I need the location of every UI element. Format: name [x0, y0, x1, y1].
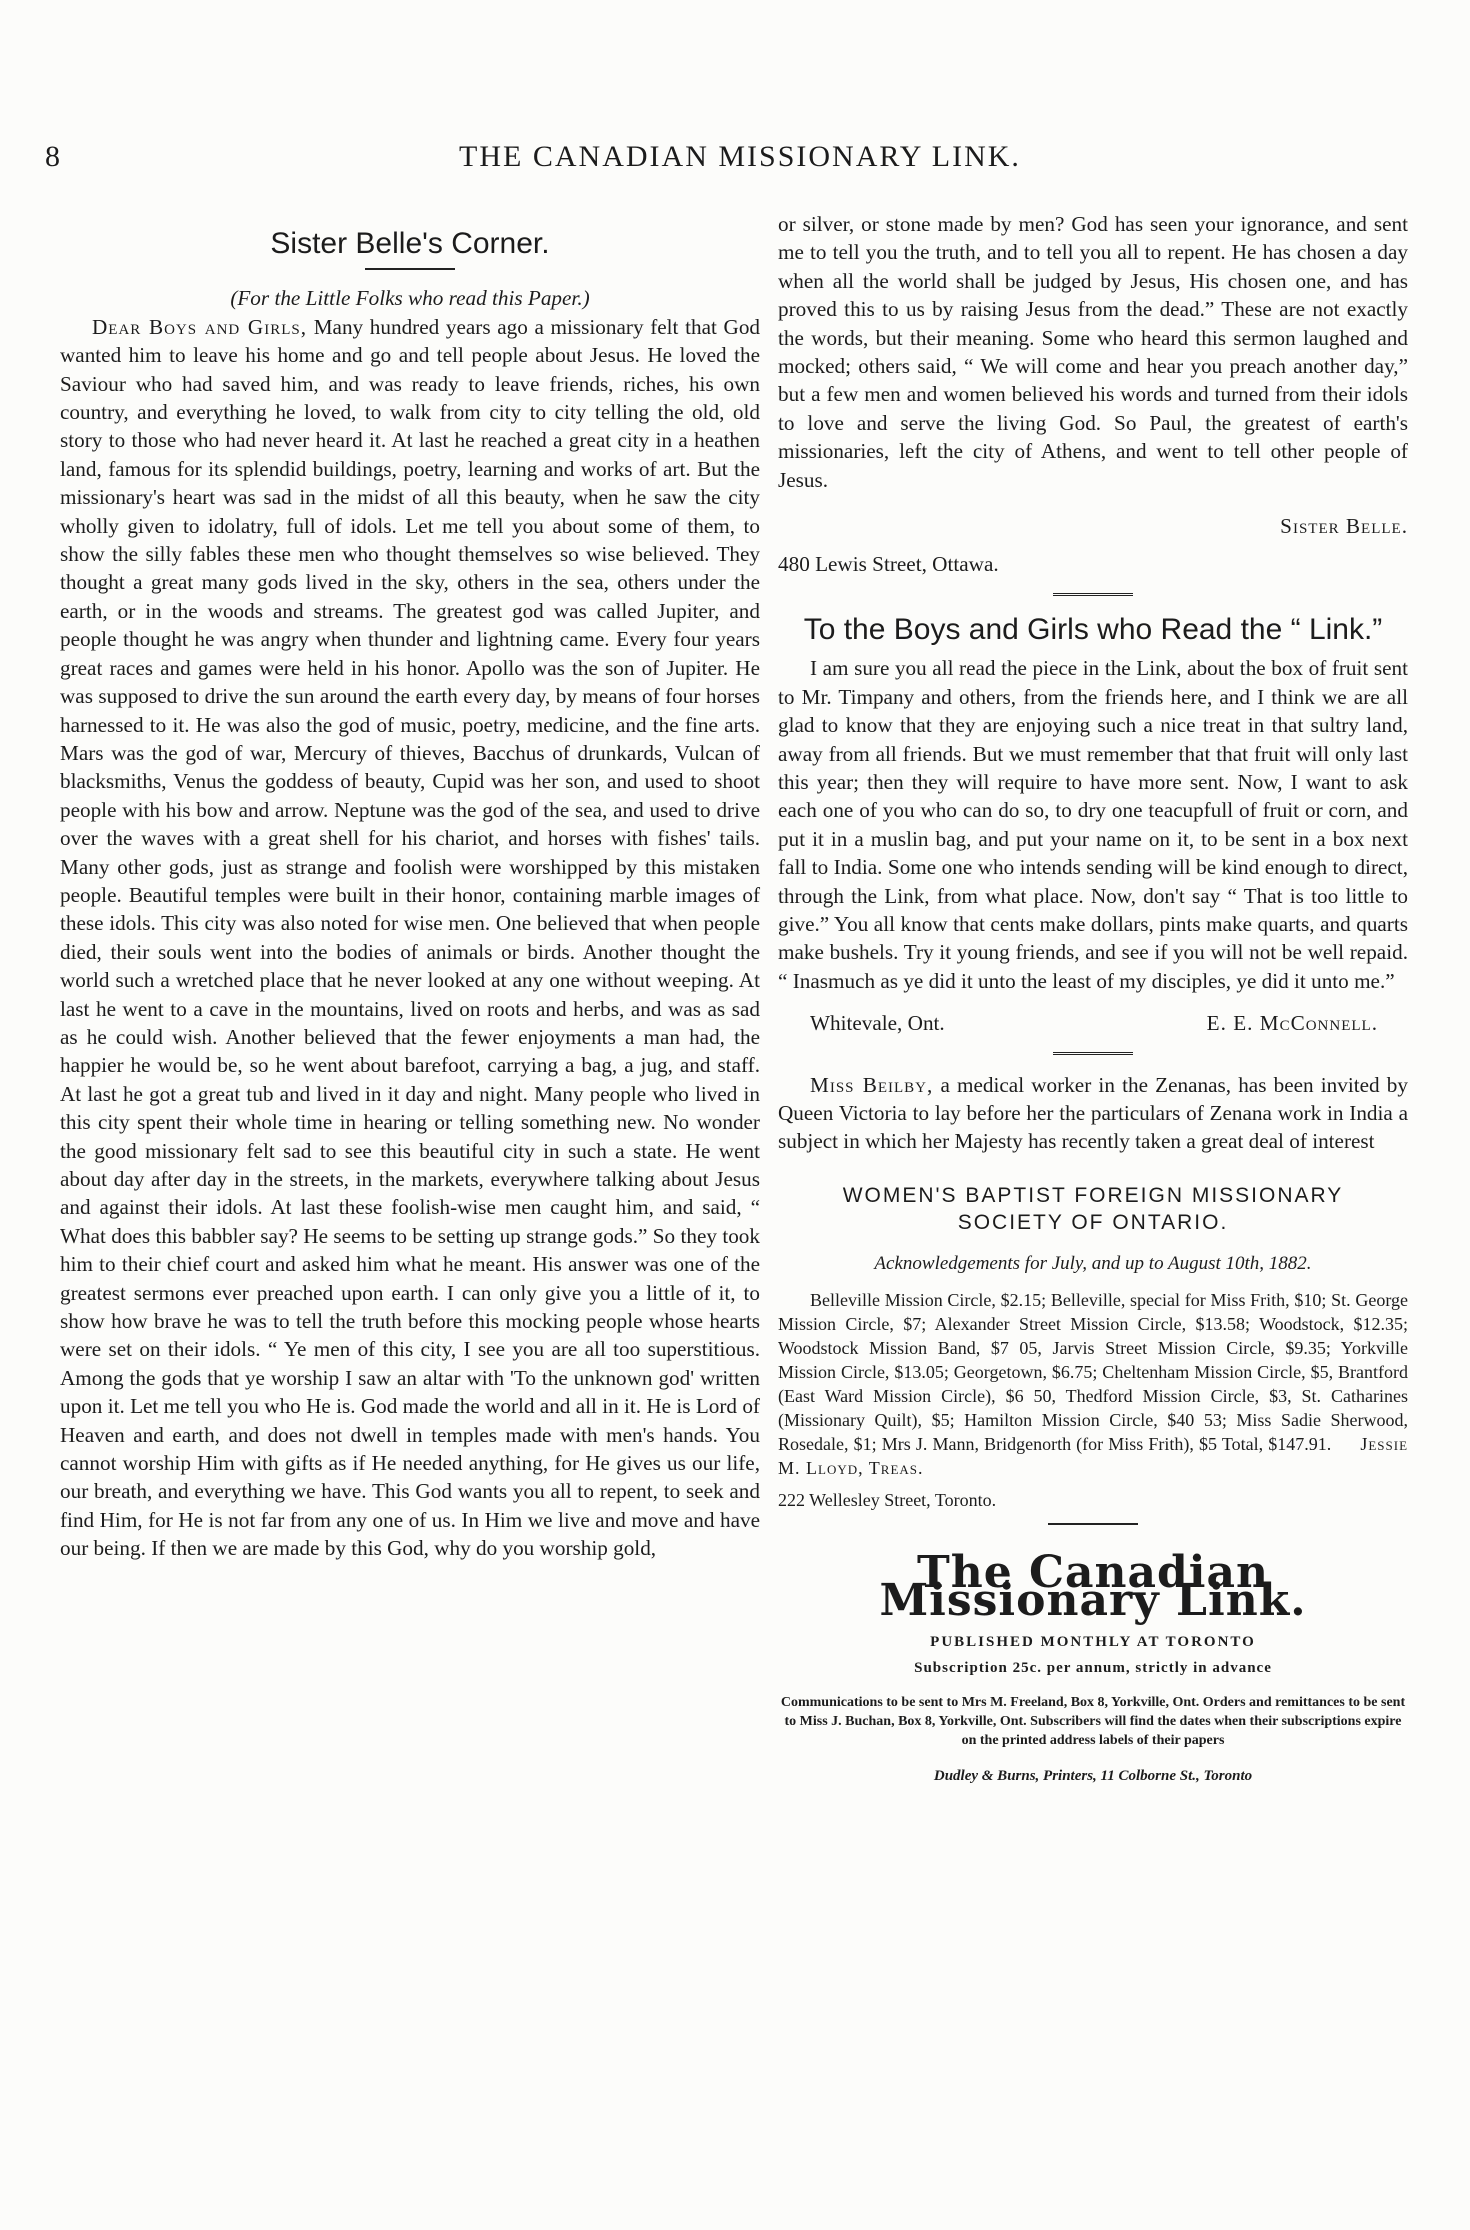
divider — [1048, 1523, 1138, 1525]
running-title: THE CANADIAN MISSIONARY LINK. — [459, 140, 1021, 173]
receipts-text: Belleville Mission Circle, $2.15; Belleville, special for Miss Frith, $10; St. George Mission Circle, $7; Alexander Street Mission Circle, $13.58; Woodstock, $12.35; Woodstock Mission Band, $7 05, Jarvis Street Mission Circle, $9.35; Yorkville Mission Circle, $13.05; Georgetown, $6.75; Cheltenham Mission Circle, $5, Brantford (East Ward Mission Circle), $6 50, Thedford Mission Circle, $3, St. Catharines (Missionary Quilt), $5; Hamilton Mission Circle, $40 53; Miss Sadie Sherwood, Rosedale, $1; Mrs J. Mann, Bridgenorth (for Miss Frith), $5 Total, $147.91. — [778, 1290, 1408, 1455]
subscription-line: Subscription 25c. per annum, strictly in advance — [914, 1660, 1272, 1677]
notice-paragraph — [778, 1071, 1408, 1156]
boys-girls-body: I am sure you all read the piece in the Link, about the box of fruit sent to Mr. Timpany and others, from the friends here, and I think we are all glad to know that they are enjoying such a nice treat in that sultry land, away from all friends. But we must remember that that fruit will only last this year; then they will require to have more sent. Now, I want to ask each one of you who can do so, to dry one teacupfull of fruit or corn, and put it in a muslin bag, and put your name on it, to be sent in a box next fall to India. Some one who intends sending will be kind enough to direct, through the Link, from what place. Now, don't say “ That is too little to give.” You all know that cents make dollars, pints make quarts, and quarts make bushels. Try it young friends, and see if you will not be well repaid. “ Inasmuch as ye did it unto the least of my disciples, ye did it unto me.” — [778, 656, 1408, 993]
sister-belle-heading: Sister Belle's Corner. — [270, 227, 550, 260]
treasurer-signature: Jessie M. Lloyd, Treas. — [778, 1434, 1409, 1479]
sister-belle-text-left: Many hundred years ago a missionary felt that God wanted him to leave his home and go and tell people about Jesus. He loved the Saviour who had saved him, and was ready to leave friends, riches, his own country, and everything he loved, to walk from city to city telling the old, old story to those who had never heard it. At last he reached a great city in a heathen land, famous for its splendid buildings, poetry, learning and works of art. But the missionary's heart was sad in the midst of all this beauty, when he saw the city wholly given to idolatry, full of idols. Let me tell you about some of them, to show the silly fables these men who thought themselves so wise believed. They thought a great many gods lived in the sky, others in the sea, others under the earth, or in the woods and streams. The greatest god was called Jupiter, and people thought he was angry when thunder and lightning came. Every four years great races and games were held in his honor. Apollo was the son of Jupiter. He was supposed to drive the sun around the earth every day, by means of four horses harnessed to it. He was also the god of music, poetry, medicine, and the fine arts. Mars was the god of war, Mercury of thieves, Bacchus of drunkards, Vulcan of blacksmiths, Venus the goddess of beauty, Cupid was her son, and used to shoot people with his bow and arrow. Neptune was the god of the sea, and used to drive over the waves with a great shell for his chariot, and horses with fishes' tails. Many other gods, just as strange and foolish were worshipped by this mistaken people. Beautiful temples were built in their honor, containing marble images of these idols. This city was also noted for wise men. One believed that when people died, their souls went into the bodies of animals or birds. Another thought the world such a wretched place that he never looked at any one without weeping. At last he went to a cave in the mountains, lived on roots and herbs, and was as sad as he could wish. Another believed that the fewer enjoyments a man had, the happier he would be, so he went about barefoot, carrying a bag, a jug, and staff. At last he got a great tub and lived in it day and night. Many people who lived in this city spent their whole time in hearing or telling something new. No wonder the good missionary felt sad to see this beautiful city in such a state. He went about day after day in the streets, in the markets, everywhere talking about Jesus and against their idols. At last these foolish-wise men caught him, and said, “ What does this babbler say? He seems to be setting up strange gods.” So they took him to their chief court and asked him what he meant. His answer was one of the greatest sermons ever preached upon earth. I can only give you a little of it, to show how brave he was to tell the truth before this mocking people whose hearts were set on their idols. “ Ye men of this city, I see you are all too superstitious. Among the gods that ye worship I saw an altar with 'To the unknown god' written upon it. Let me tell you who He is. God made the world and all in it. He is Lord of Heaven and earth, and does not dwell in temples made with men's hands. You cannot worship Him with gifts as if He needed anything, for He gives us our life, our breath, and everything we have. This God wants you all to repent, to seek and find Him, for He is not far from any one of us. In Him we live and move and have our being. If then we are made by this God, why do you worship gold, — [60, 314, 761, 1561]
society-heading — [778, 1182, 1408, 1236]
published-line: PUBLISHED MONTHLY AT TORONTO — [930, 1634, 1256, 1651]
masthead-title: The Canadian Missionary Link. — [879, 1546, 1307, 1626]
sister-belle-address: 480 Lewis Street, Ottawa. — [778, 552, 999, 577]
salutation: Dear Boys and Girls, — [92, 314, 308, 339]
society-line2: SOCIETY OF ONTARIO. — [957, 1210, 1229, 1234]
notice-name: Miss Beilby, — [810, 1072, 934, 1097]
divider — [365, 268, 455, 270]
treasurer-address: 222 Wellesley Street, Toronto. — [778, 1490, 997, 1511]
communications-note: Communications to be sent to Mrs M. Freeland, Box 8, Yorkville, Ont. Orders and remittances to be sent to Miss J. Buchan, Box 8, Yorkville, Ont. Subscribers will find the dates when their subscriptions expire on the printed address labels of their papers — [780, 1695, 1406, 1749]
page-header — [45, 140, 1435, 190]
boys-girls-heading: To the Boys and Girls who Read the “ Link.” — [803, 612, 1383, 646]
divider — [1053, 593, 1133, 596]
receipts-list — [778, 1288, 1408, 1480]
sister-belle-subtitle: (For the Little Folks who read this Paper.) — [230, 286, 590, 311]
divider — [1053, 1052, 1133, 1055]
notice-text: a medical worker in the Zenanas, has been invited by Queen Victoria to lay before her the particulars of Zenana work in India a subject in which her Majesty has recently taken a great deal of interest — [778, 1072, 1408, 1154]
acknowledgement-line: Acknowledgements for July, and up to August 10th, 1882. — [874, 1252, 1312, 1274]
printers-line: Dudley & Burns, Printers, 11 Colborne St., Toronto — [933, 1768, 1253, 1785]
sister-belle-body-left — [60, 313, 760, 1563]
sister-belle-body-right: or silver, or stone made by men? God has seen your ignorance, and sent me to tell you the truth, and to tell you all to repent. He has chosen a day when all the world shall be judged by Jesus, His chosen one, and has proved this to us by raising Jesus from the dead.” These are not exactly the words, but their meaning. Some who heard this sermon laughed and mocked; others said, “ We will come and hear you preach another day,” but a few men and women believed his words and turned from their idols to love and serve the living God. So Paul, the greatest of earth's missionaries, left the city of Athens, and went to tell other people of Jesus. — [778, 212, 1408, 492]
boys-girls-signoff — [778, 1009, 1408, 1037]
boys-girls-signature: E. E. McConnell. — [1206, 1011, 1378, 1036]
page-number: 8 — [45, 140, 60, 173]
sister-belle-signature: Sister Belle. — [1280, 514, 1408, 539]
boys-girls-place: Whitevale, Ont. — [810, 1011, 945, 1036]
right-column — [778, 210, 1408, 1791]
left-column — [60, 210, 760, 1563]
society-line1: WOMEN'S BAPTIST FOREIGN MISSIONARY — [842, 1183, 1344, 1207]
